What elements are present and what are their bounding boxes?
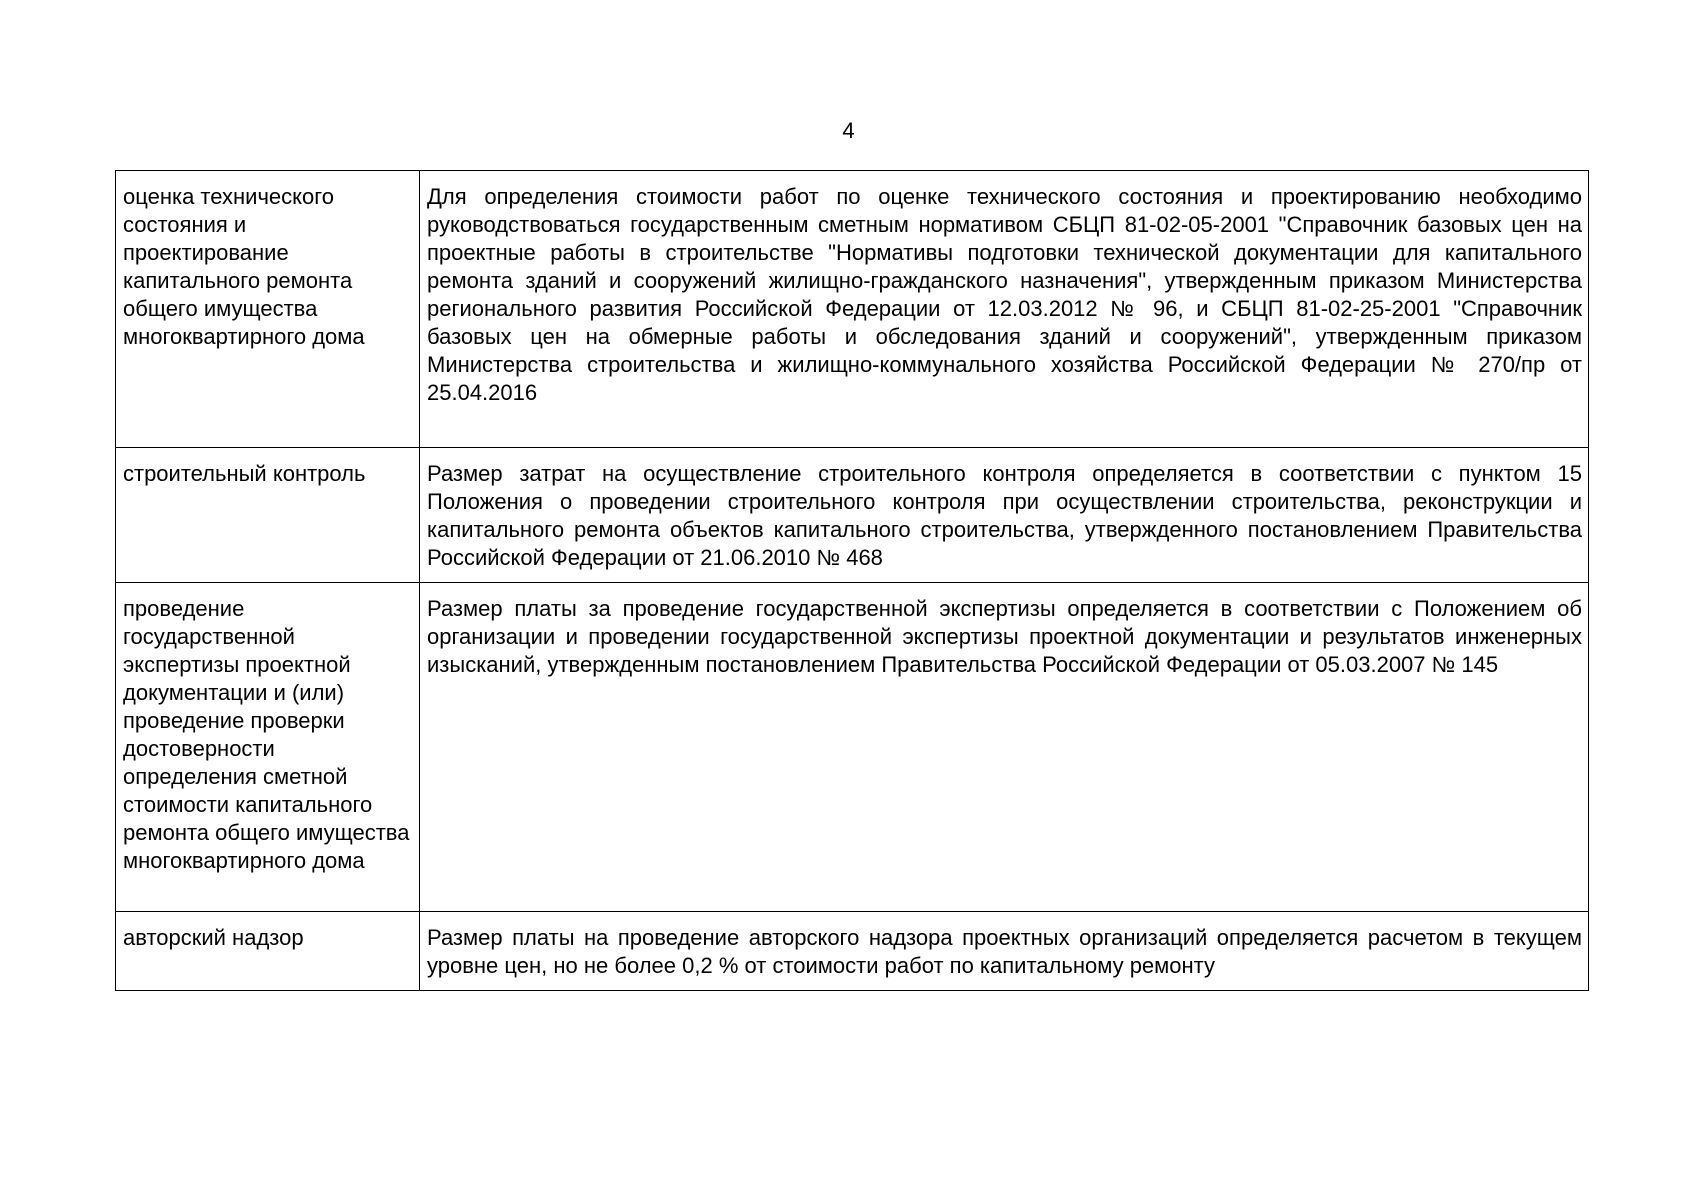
page-number: 4 xyxy=(842,118,855,143)
table-row xyxy=(116,583,1589,912)
table-row xyxy=(116,912,1589,991)
work-type-cell: оценка технического состояния и проектирование капитального ремонта общего имущества многоквартирного дома xyxy=(116,171,420,448)
cost-determination-cell: Размер затрат на осуществление строительного контроля определяется в соответствии с пунктом 15 Положения о проведении строительного контроля при осуществлении строительства, реконструкции и капитального ремонта объектов капитального строительства, утвержденного постановлением Правительства Российской Федерации от 21.06.2010 № 468 xyxy=(420,448,1589,583)
work-type-cell: строительный контроль xyxy=(116,448,420,583)
cost-determination-cell: Размер платы за проведение государственной экспертизы определяется в соответствии с Положением об организации и проведении государственной экспертизы проектной документации и результатов инженерных изысканий, утвержденным постановлением Правительства Российской Федерации от 05.03.2007 № 145 xyxy=(420,583,1589,912)
work-type-cell: авторский надзор xyxy=(116,912,420,991)
cost-determination-cell: Размер платы на проведение авторского надзора проектных организаций определяется расчетом в текущем уровне цен, но не более 0,2 % от стоимости работ по капитальному ремонту xyxy=(420,912,1589,991)
table-row xyxy=(116,171,1589,448)
table-row xyxy=(116,448,1589,583)
work-type-cell: проведение государственной экспертизы проектной документации и (или) проведение проверки достоверности определения сметной стоимости капитального ремонта общего имущества многоквартирного дома xyxy=(116,583,420,912)
cost-determination-cell: Для определения стоимости работ по оценке технического состояния и проектированию необходимо руководствоваться государственным сметным нормативом СБЦП 81-02-05-2001 "Справочник базовых цен на проектные работы в строительстве "Нормативы подготовки технической документации для капитального ремонта зданий и сооружений жилищно-гражданского назначения", утвержденным приказом Министерства регионального развития Российской Федерации от 12.03.2012 № 96, и СБЦП 81-02-25-2001 "Справочник базовых цен на обмерные работы и обследования зданий и сооружений", утвержденным приказом Министерства строительства и жилищно-коммунального хозяйства Российской Федерации № 270/пр от 25.04.2016 xyxy=(420,171,1589,448)
work-cost-table xyxy=(115,170,1589,991)
